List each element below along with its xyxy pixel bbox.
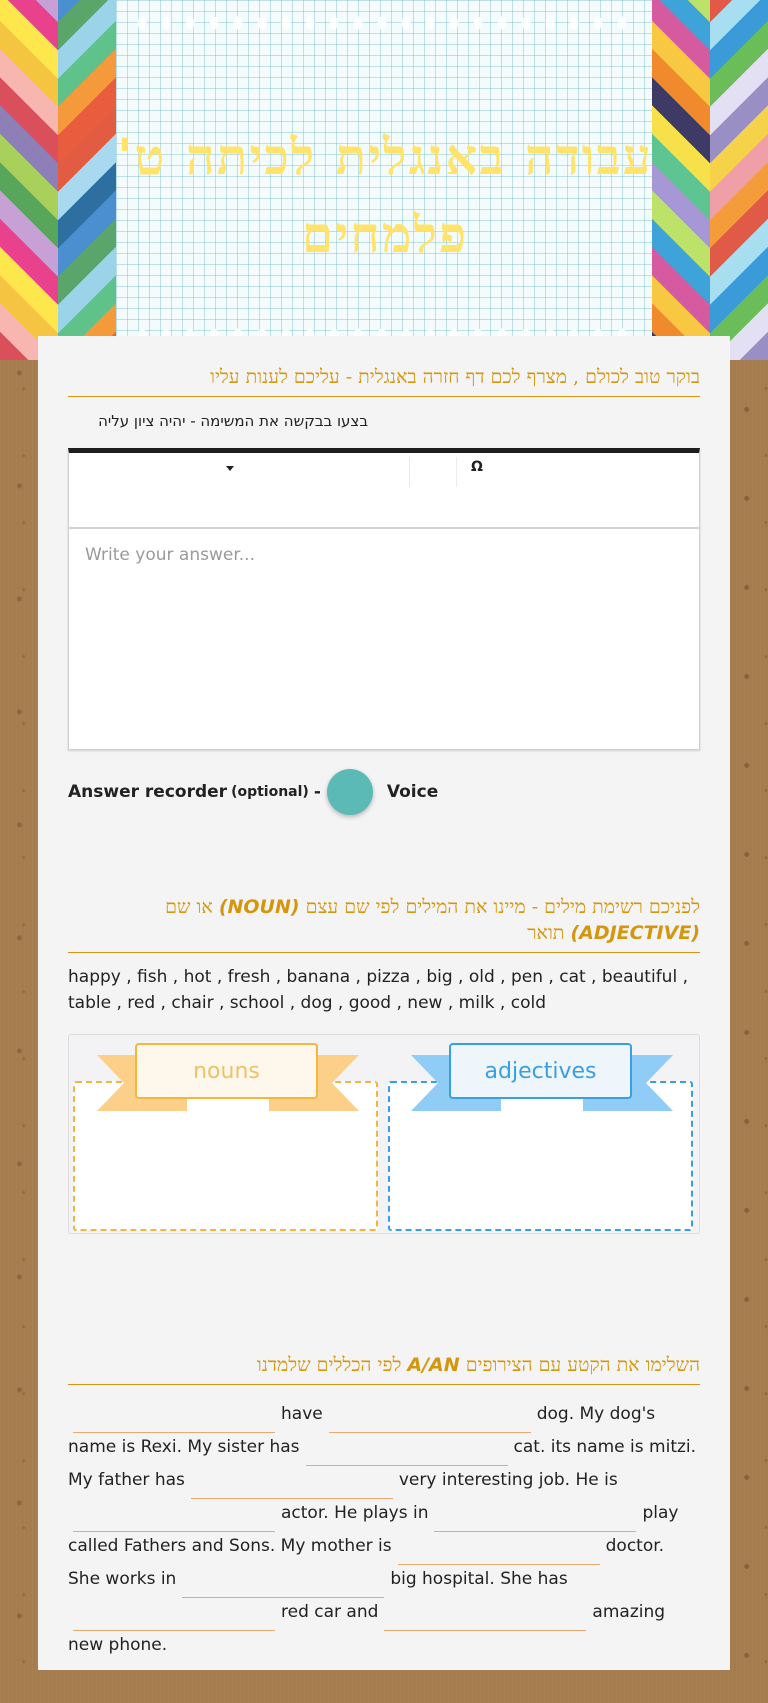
title-noun: (NOUN) [218, 896, 300, 918]
title-text: או שם [165, 896, 213, 918]
blank-input-2[interactable] [329, 1409, 531, 1433]
answer-textarea[interactable] [69, 531, 699, 749]
chevron-pattern-right [710, 0, 768, 360]
passage-text: red car and [281, 1602, 379, 1622]
blank-input-8[interactable] [182, 1574, 384, 1598]
notebook-holes-top [130, 14, 640, 32]
task-instruction: בצעו בבקשה את המשימה - יהיה ציון עליה [98, 412, 368, 430]
nouns-label: nouns [135, 1043, 318, 1099]
passage-text: have [281, 1404, 323, 1424]
adjectives-label: adjectives [449, 1043, 632, 1099]
blank-input-6[interactable] [434, 1508, 636, 1532]
passage-text: big hospital. She has [390, 1569, 568, 1589]
fill-in-passage [68, 1400, 700, 1660]
blank-input-5[interactable] [73, 1508, 275, 1532]
caret-down-icon [226, 466, 234, 471]
recorder-dash: - [313, 782, 321, 802]
toolbar-divider [409, 457, 410, 487]
voice-label: Voice [386, 782, 439, 802]
title-text: לפי הכללים שלמדנו [256, 1354, 402, 1376]
blank-input-7[interactable] [398, 1541, 600, 1565]
adjectives-ribbon [411, 1055, 673, 1111]
worksheet-card [38, 336, 730, 1670]
word-list: happy , fish , hot , fresh , banana , pizza , big , old , pen , cat , beautiful , table , red , chair , school , dog , good , new , milk , cold [68, 967, 688, 1013]
blank-input-1[interactable] [73, 1409, 275, 1433]
sort-activity [68, 1034, 700, 1234]
passage-text: dog. My dog's name is Rexi. My sister has [68, 1404, 656, 1457]
answer-recorder [68, 768, 468, 816]
chevron-pattern-left [0, 0, 58, 360]
blank-input-9[interactable] [73, 1607, 275, 1631]
record-voice-button[interactable] [327, 769, 373, 815]
blank-input-4[interactable] [191, 1475, 393, 1499]
passage-text: doctor. She works in [68, 1536, 665, 1589]
blank-input-10[interactable] [384, 1607, 586, 1631]
title-text: לפניכם רשימת מילים - מיינו את המילים לפי שם עצם [305, 896, 700, 918]
title-text: תואר [527, 922, 565, 944]
title-adjective: (ADJECTIVE) [570, 922, 700, 944]
passage-text: play called Fathers and Sons. My mother is [68, 1503, 679, 1556]
page-title: עבודה באנגלית לכיתה ט' פלמחים [117, 127, 653, 264]
title-a-an: A/AN [407, 1354, 460, 1376]
section-title-sort [68, 894, 700, 953]
blank-input-3[interactable] [306, 1442, 508, 1466]
section-title-fill-blanks [68, 1352, 700, 1385]
nouns-ribbon [97, 1055, 359, 1111]
recorder-label: Answer recorder [68, 782, 228, 802]
toolbar-divider [456, 457, 457, 487]
title-text: השלימו את הקטע עם הצירופים [465, 1354, 700, 1376]
section-title-intro: בוקר טוב לכולם , מצרף לכם דף חזרה באנגלית - עליכם לענות עליו [68, 364, 700, 397]
passage-text: amazing new phone. [68, 1602, 666, 1655]
passage-text: very interesting job. He is [398, 1470, 618, 1490]
rich-text-editor [68, 448, 700, 750]
passage-text: cat. its name is mitzi. My father has [68, 1437, 697, 1490]
header-banner [0, 0, 768, 360]
passage-text: actor. He plays in [281, 1503, 429, 1523]
recorder-optional-label: (optional) [231, 784, 309, 800]
format-dropdown[interactable] [69, 453, 409, 487]
special-character-button[interactable]: Ω [471, 459, 483, 475]
editor-toolbar [69, 453, 699, 529]
